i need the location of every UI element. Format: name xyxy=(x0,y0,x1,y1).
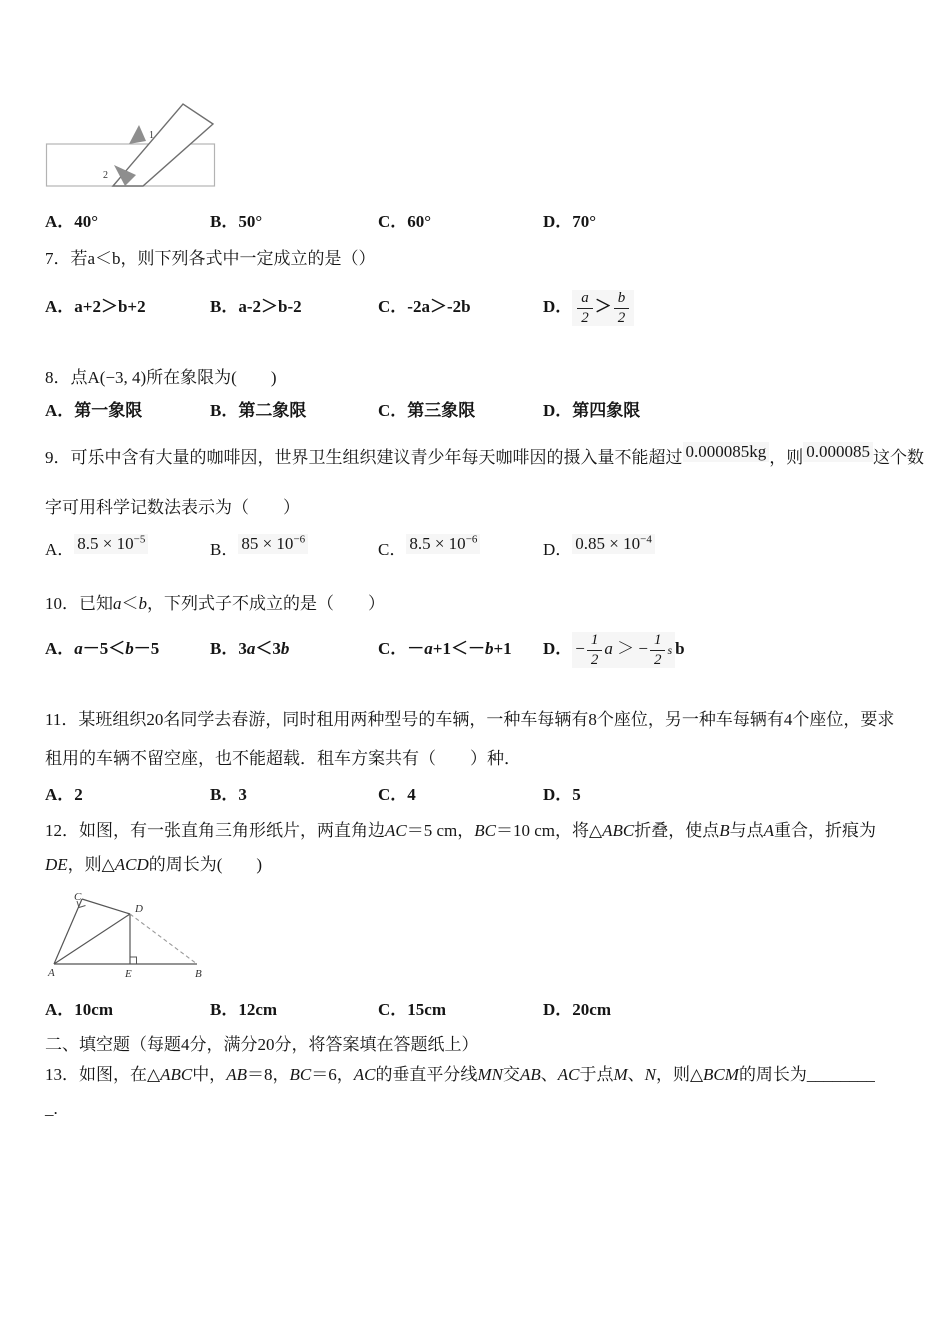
q9-stem-text-3: 这个数 xyxy=(873,448,924,467)
q10-option-d-tail: b xyxy=(675,639,685,658)
fraction-a-over-2: $\frac{a}{2}$ xyxy=(575,290,595,326)
q9-option-b-formula: $85 \times 10^{-6}$ xyxy=(238,534,308,554)
q9-stem-line2: 字可用科学记数法表示为（ ） xyxy=(45,498,300,517)
q6-folded-paper-figure xyxy=(45,98,217,192)
q12-option-b: B．12cm xyxy=(210,1000,278,1019)
q9-options xyxy=(45,533,910,563)
q7-stem: 7．若a＜b，则下列各式中一定成立的是（） xyxy=(45,249,376,268)
q11-stem-line2: 租用的车辆不留空座，也不能超载．租车方案共有（ ）种． xyxy=(45,749,521,768)
q9-option-d-formula: $0.85 \times 10^{-4}$ xyxy=(572,534,655,554)
q6-option-a: A．40° xyxy=(45,212,99,231)
angle-1-label: 1 xyxy=(149,130,154,141)
q9-inline-formula-1: 0.000085kg xyxy=(683,442,770,462)
q6-option-b: B．50° xyxy=(210,212,263,231)
q10-option-d-formula: − $\frac{1}{2}$ a ＞ − $\frac{1}{2}$ s xyxy=(572,632,675,668)
q11-stem-line1: 11．某班组织20名同学去春游，同时租用两种型号的车辆，一种车每辆有8个座位，另一种车每辆有4个座位，要求 xyxy=(45,710,895,729)
q7-option-d-formula xyxy=(572,290,634,326)
q8-option-a: A．第一象限 xyxy=(45,401,143,420)
q9-option-b-label: B． xyxy=(210,540,239,559)
q12-option-a: A．10cm xyxy=(45,1000,113,1019)
q9-option-a-label: A． xyxy=(45,540,75,559)
q13-stem-line1: 13．如图，在△ABC中，AB＝8，BC＝6，AC的垂直平分线MN交AB、AC于点M、N，则△BCM的周长为________ xyxy=(45,1065,875,1084)
fraction-1-over-2: $\frac{1}{2}$ xyxy=(585,632,605,668)
q9-option-d xyxy=(543,533,655,563)
q9-option-c-label: C． xyxy=(378,540,407,559)
q11-option-a: A．2 xyxy=(45,785,83,804)
q10-stem xyxy=(45,590,910,617)
side-CD xyxy=(82,899,130,914)
q10-option-c: C．－a+1＜－b+1 xyxy=(378,639,512,658)
q12-option-c: C．15cm xyxy=(378,1000,446,1019)
q11-option-c: C．4 xyxy=(378,785,416,804)
q12-stem-line2: DE，则△ACD的周长为( ) xyxy=(45,855,263,874)
q7-option-d xyxy=(543,278,634,336)
var-a: a xyxy=(113,594,122,613)
q8-option-b: B．第二象限 xyxy=(210,401,307,420)
q6-option-c: C．60° xyxy=(378,212,432,231)
q10-option-d-label: D． xyxy=(543,639,573,658)
fraction-1-over-2: $\frac{1}{2}$ xyxy=(648,632,668,668)
q12-stem-line1: 12．如图，有一张直角三角形纸片，两直角边AC＝5 cm，BC＝10 cm，将△ABC折叠，使点B与点A重合，折痕为 xyxy=(45,821,876,840)
q11-option-b: B．3 xyxy=(210,785,247,804)
less-than-sign: ＜ xyxy=(121,594,139,613)
q7-option-d-label: D． xyxy=(543,297,573,316)
q10-stem-text-2: ，下列式子不成立的是（ ） xyxy=(147,594,385,613)
q8-stem: 8．点A(−3, 4)所在象限为( ) xyxy=(45,368,277,387)
q8-options xyxy=(45,397,910,424)
q10-option-d xyxy=(543,620,685,678)
q9-stem-text-2: ，则 xyxy=(769,448,804,467)
q12-option-d: D．20cm xyxy=(543,1000,611,1019)
angle-1-wedge xyxy=(129,125,146,144)
right-angle-mark-E xyxy=(130,957,137,964)
var-b: b xyxy=(138,594,147,613)
vertex-B-label: B xyxy=(195,968,202,980)
q9-option-b xyxy=(210,533,308,563)
q7-option-a: A．a+2＞b+2 xyxy=(45,297,146,316)
vertex-A-label: A xyxy=(48,967,55,979)
greater-than-sign: ＞ xyxy=(594,297,612,316)
q7-option-b: B．a-2＞b-2 xyxy=(210,297,302,316)
segment-DB-dashed xyxy=(130,914,197,964)
q9-option-d-label: D． xyxy=(543,540,573,559)
q10-option-b: B．3a＜3b xyxy=(210,639,290,658)
q8-option-d: D．第四象限 xyxy=(543,401,641,420)
q9-option-a xyxy=(45,533,148,563)
section-2-heading: 二、填空题（每题4分，满分20分，将答案填在答题纸上） xyxy=(45,1035,479,1054)
vertex-E-label: E xyxy=(125,968,132,980)
q10-options xyxy=(45,620,910,678)
q13-stem-line2: _. xyxy=(45,1099,58,1118)
q9-option-a-formula: $8.5 \times 10^{-5}$ xyxy=(74,534,148,554)
q11-options xyxy=(45,781,910,808)
q6-option-d: D．70° xyxy=(543,212,597,231)
fraction-b-over-2: $\frac{b}{2}$ xyxy=(612,290,632,326)
q9-stem-text-1: 9．可乐中含有大量的咖啡因，世界卫生组织建议青少年每天咖啡因的摄入量不能超过 xyxy=(45,448,683,467)
vertex-D-label: D xyxy=(135,903,143,915)
q9-inline-formula-2: 0.000085 xyxy=(803,442,873,462)
vertex-C-label: C xyxy=(74,892,82,903)
q9-stem-line1 xyxy=(45,442,924,471)
q7-options xyxy=(45,278,910,336)
q6-options xyxy=(45,208,910,235)
angle-2-label: 2 xyxy=(103,170,108,181)
q10-option-a: A．a－5＜b－5 xyxy=(45,639,160,658)
q8-option-c: C．第三象限 xyxy=(378,401,476,420)
q7-option-c: C．-2a＞-2b xyxy=(378,297,471,316)
q9-option-c-formula: $8.5 \times 10^{-6}$ xyxy=(406,534,480,554)
q12-triangle-figure xyxy=(47,892,209,980)
q9-option-c xyxy=(378,533,480,563)
q11-option-d: D．5 xyxy=(543,785,581,804)
q10-stem-text-1: 10．已知 xyxy=(45,594,113,613)
q12-options xyxy=(45,996,910,1023)
